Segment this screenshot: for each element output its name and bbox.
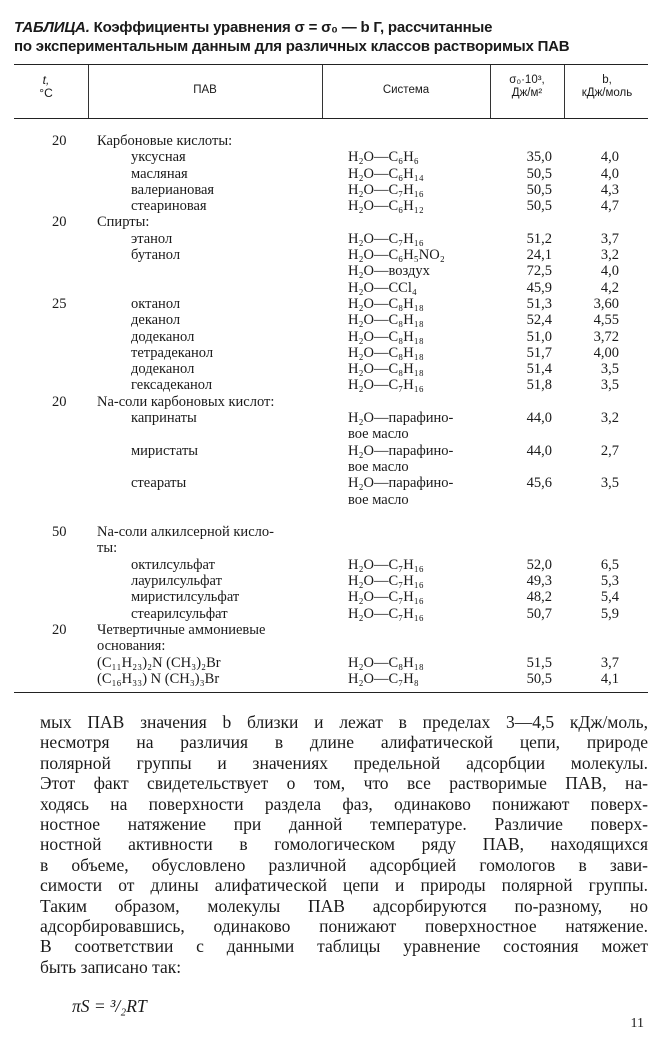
table-row bbox=[0, 231, 660, 247]
table-row bbox=[0, 410, 660, 426]
caption-lead: ТАБЛИЦА. bbox=[14, 19, 90, 36]
table-row bbox=[0, 573, 660, 589]
table-row bbox=[0, 508, 660, 524]
table-row bbox=[0, 377, 660, 393]
table-row bbox=[0, 263, 660, 279]
table-row bbox=[0, 345, 660, 361]
cell-substance: уксусная bbox=[131, 149, 186, 166]
table-row bbox=[0, 361, 660, 377]
cell-b: 5,3 bbox=[600, 573, 619, 590]
table-row bbox=[0, 638, 660, 654]
cell-b: 4,0 bbox=[600, 149, 619, 166]
cell-temperature: 25 bbox=[52, 295, 67, 312]
paragraph-line: несмотря на различия в длине алифатической цепи, природе bbox=[40, 732, 648, 753]
cell-system: H₂O—C₇H₁₆ bbox=[348, 556, 424, 573]
cell-temperature: 20 bbox=[52, 621, 67, 638]
cell-system: H₂O—C₇H₁₆ bbox=[348, 573, 424, 590]
table-row bbox=[0, 149, 660, 165]
table-row bbox=[0, 589, 660, 605]
cell-b: 6,5 bbox=[600, 556, 619, 573]
table-top-rule bbox=[14, 64, 648, 65]
cell-sigma0: 44,0 bbox=[526, 442, 552, 459]
cell-substance: гексадеканол bbox=[131, 377, 213, 394]
cell-group: Четвертичные аммониевые bbox=[97, 621, 266, 638]
cell-sigma0: 51,5 bbox=[526, 654, 552, 671]
cell-substance: бутанол bbox=[131, 247, 181, 264]
cell-system: H₂O—C₆H₅NO₂ bbox=[348, 247, 445, 264]
header-sigma0-unit: Дж/м² bbox=[511, 87, 543, 99]
paragraph-line: В соответствии с данными таблицы уравнение состояния может bbox=[40, 936, 648, 957]
table-row bbox=[0, 622, 660, 638]
cell-sigma0: 50,7 bbox=[526, 605, 552, 622]
cell-system: H₂O—C₈H₁₈ bbox=[348, 344, 424, 361]
paragraph-line: ходясь на поверхности раздела фаз, одинаково понижают поверх- bbox=[40, 793, 648, 814]
cell-sigma0: 51,0 bbox=[526, 328, 552, 345]
cell-system: H₂O—парафино- bbox=[348, 410, 454, 427]
cell-temperature: 20 bbox=[52, 133, 67, 149]
cell-b: 4,55 bbox=[593, 312, 619, 329]
table-row bbox=[0, 426, 660, 442]
cell-substance: этанол bbox=[131, 230, 173, 247]
header-pav: ПАВ bbox=[193, 84, 217, 96]
cell-temperature: 20 bbox=[52, 393, 67, 410]
table-row bbox=[0, 606, 660, 622]
cell-system: H₂O—C₇H₁₆ bbox=[348, 605, 424, 622]
cell-group: (C₁₆H₃₃) N (CH₃)₃Br bbox=[97, 670, 220, 687]
cell-b: 5,9 bbox=[600, 605, 619, 622]
paragraph-line: симости от длины алифатической цепи и природы полярной группы. bbox=[40, 875, 648, 896]
cell-group: ты: bbox=[97, 540, 118, 557]
cell-sigma0: 45,6 bbox=[526, 475, 552, 492]
table-row bbox=[0, 475, 660, 491]
cell-substance: додеканол bbox=[131, 328, 195, 345]
cell-b: 4,3 bbox=[600, 181, 619, 198]
table-row bbox=[0, 280, 660, 296]
cell-system: H₂O—C₈H₁₈ bbox=[348, 361, 424, 378]
cell-substance: додеканол bbox=[131, 361, 195, 378]
cell-b: 3,2 bbox=[600, 247, 619, 264]
caption-line2: по экспериментальным данным для различных классов растворимых ПАВ bbox=[14, 38, 570, 55]
cell-b: 3,5 bbox=[600, 475, 619, 492]
table-row bbox=[0, 492, 660, 508]
cell-sigma0: 51,8 bbox=[526, 377, 552, 394]
cell-system: вое масло bbox=[348, 491, 409, 508]
table-row bbox=[0, 443, 660, 459]
cell-sigma0: 48,2 bbox=[526, 589, 552, 606]
cell-substance: стеариновая bbox=[131, 198, 207, 215]
cell-group: Спирты: bbox=[97, 214, 150, 231]
cell-system: H₂O—CCl₄ bbox=[348, 279, 417, 296]
body-paragraph bbox=[40, 712, 648, 977]
cell-sigma0: 50,5 bbox=[526, 165, 552, 182]
cell-sigma0: 52,0 bbox=[526, 556, 552, 573]
cell-sigma0: 49,3 bbox=[526, 573, 552, 590]
header-system: Система bbox=[382, 84, 430, 96]
table-row bbox=[0, 655, 660, 671]
table-row bbox=[0, 540, 660, 556]
cell-system: H₂O—парафино- bbox=[348, 475, 454, 492]
cell-b: 4,0 bbox=[600, 263, 619, 280]
cell-b: 3,7 bbox=[600, 230, 619, 247]
cell-substance: стеараты bbox=[131, 475, 187, 492]
cell-group: (C₁₁H₂₃)₂N (CH₃)₂Br bbox=[97, 654, 221, 671]
cell-b: 3,2 bbox=[600, 410, 619, 427]
cell-system: вое масло bbox=[348, 426, 409, 443]
cell-b: 3,60 bbox=[593, 295, 619, 312]
paragraph-line: в объеме, обусловлено различной адсорбцией гомологов в зави- bbox=[40, 854, 648, 875]
cell-sigma0: 51,3 bbox=[526, 295, 552, 312]
table-row bbox=[0, 329, 660, 345]
cell-sigma0: 45,9 bbox=[526, 279, 552, 296]
table-header-rule bbox=[14, 118, 648, 119]
table-row bbox=[0, 459, 660, 475]
cell-system: H₂O—C₇H₁₆ bbox=[348, 589, 424, 606]
cell-group: Карбоновые кислоты: bbox=[97, 133, 233, 149]
cell-sigma0: 50,5 bbox=[526, 181, 552, 198]
table-row bbox=[0, 133, 660, 149]
cell-substance: октанол bbox=[131, 295, 181, 312]
table-row bbox=[0, 557, 660, 573]
header-t-unit: °C bbox=[39, 86, 53, 100]
cell-group: Na-соли карбоновых кислот: bbox=[97, 393, 275, 410]
page-number: 11 bbox=[630, 1016, 644, 1031]
formula: πS = ³/₂RT bbox=[72, 996, 147, 1016]
cell-system: H₂O—C₆H₁₄ bbox=[348, 165, 424, 182]
cell-system: H₂O—C₇H₈ bbox=[348, 670, 419, 687]
table-row bbox=[0, 394, 660, 410]
cell-system: H₂O—воздух bbox=[348, 263, 430, 280]
paragraph-line: адсорбировавшись, одинаково понижают поверхностное натяжение. bbox=[40, 916, 648, 937]
table-row bbox=[0, 312, 660, 328]
table-row bbox=[0, 671, 660, 687]
cell-system: H₂O—парафино- bbox=[348, 442, 454, 459]
cell-substance: масляная bbox=[131, 165, 188, 182]
cell-system: H₂O—C₇H₁₆ bbox=[348, 230, 424, 247]
cell-b: 2,7 bbox=[600, 442, 619, 459]
cell-sigma0: 51,7 bbox=[526, 344, 552, 361]
cell-temperature: 50 bbox=[52, 524, 67, 541]
cell-system: H₂O—C₆H₁₂ bbox=[348, 198, 424, 215]
cell-sigma0: 50,5 bbox=[526, 198, 552, 215]
cell-sigma0: 44,0 bbox=[526, 410, 552, 427]
table-row bbox=[0, 182, 660, 198]
cell-substance: стеарилсульфат bbox=[131, 605, 228, 622]
table-row bbox=[0, 214, 660, 230]
table-row bbox=[0, 198, 660, 214]
paragraph-line: мых ПАВ значения b близки и лежат в пределах 3—4,5 кДж/моль, bbox=[40, 712, 648, 732]
header-sigma0 bbox=[490, 74, 564, 100]
table-bottom-rule bbox=[14, 692, 648, 693]
cell-b: 4,00 bbox=[593, 344, 619, 361]
table-row bbox=[0, 524, 660, 540]
paragraph-line: полярной группы и значениях предельной адсорбции молекулы. bbox=[40, 752, 648, 773]
cell-substance: лаурилсульфат bbox=[131, 573, 222, 590]
cell-system: H₂O—C₈H₁₈ bbox=[348, 654, 424, 671]
cell-sigma0: 72,5 bbox=[526, 263, 552, 280]
cell-sigma0: 52,4 bbox=[526, 312, 552, 329]
cell-sigma0: 51,4 bbox=[526, 361, 552, 378]
caption-line1: Коэффициенты уравнения σ = σ₀ — b Г, рассчитанные bbox=[93, 19, 493, 36]
cell-temperature: 20 bbox=[52, 214, 67, 231]
cell-system: вое масло bbox=[348, 458, 409, 475]
cell-b: 3,7 bbox=[600, 654, 619, 671]
header-temperature bbox=[14, 74, 78, 100]
paragraph-line: ностное натяжение при данной температуре. Различие поверх- bbox=[40, 814, 648, 835]
cell-substance: миристаты bbox=[131, 442, 199, 459]
header-t-symbol: t, bbox=[42, 73, 50, 87]
paragraph-line: Этот факт свидетельствует о том, что все растворимые ПАВ, на- bbox=[40, 773, 648, 794]
cell-b: 4,0 bbox=[600, 165, 619, 182]
cell-b: 3,5 bbox=[600, 377, 619, 394]
table-row bbox=[0, 166, 660, 182]
cell-substance: октилсульфат bbox=[131, 556, 215, 573]
paragraph-line: быть записано так: bbox=[40, 956, 182, 977]
cell-b: 3,5 bbox=[600, 361, 619, 378]
cell-substance: деканол bbox=[131, 312, 181, 329]
cell-sigma0: 50,5 bbox=[526, 670, 552, 687]
cell-substance: тетрадеканол bbox=[131, 344, 214, 361]
cell-system: H₂O—C₈H₁₈ bbox=[348, 328, 424, 345]
table-body bbox=[0, 133, 660, 687]
cell-group: основания: bbox=[97, 638, 166, 655]
paragraph-line: Таким образом, молекулы ПАВ адсорбируются по-разному, но bbox=[40, 895, 648, 916]
table-row bbox=[0, 296, 660, 312]
header-b bbox=[564, 74, 650, 100]
cell-system: H₂O—C₆H₆ bbox=[348, 149, 419, 166]
paragraph-line: ностной активности в гомологическом ряду ПАВ, находящихся bbox=[40, 834, 648, 855]
table-caption bbox=[14, 18, 650, 56]
cell-sigma0: 24,1 bbox=[526, 247, 552, 264]
cell-sigma0: 51,2 bbox=[526, 230, 552, 247]
cell-substance: капринаты bbox=[131, 410, 197, 427]
cell-substance: миристилсульфат bbox=[131, 589, 240, 606]
header-sigma0-label: σ₀·10³, bbox=[509, 74, 545, 86]
cell-b: 4,7 bbox=[600, 198, 619, 215]
cell-system: H₂O—C₇H₁₆ bbox=[348, 377, 424, 394]
cell-group: Na-соли алкилсерной кисло- bbox=[97, 524, 274, 541]
cell-b: 3,72 bbox=[593, 328, 619, 345]
cell-b: 4,1 bbox=[600, 670, 619, 687]
cell-system: H₂O—C₈H₁₈ bbox=[348, 312, 424, 329]
header-b-label: b, bbox=[602, 74, 612, 86]
cell-sigma0: 35,0 bbox=[526, 149, 552, 166]
table-row bbox=[0, 247, 660, 263]
cell-substance: валериановая bbox=[131, 181, 215, 198]
header-b-unit: кДж/моль bbox=[581, 87, 633, 99]
cell-system: H₂O—C₈H₁₈ bbox=[348, 295, 424, 312]
cell-system: H₂O—C₇H₁₆ bbox=[348, 181, 424, 198]
cell-b: 4,2 bbox=[600, 279, 619, 296]
cell-b: 5,4 bbox=[600, 589, 619, 606]
